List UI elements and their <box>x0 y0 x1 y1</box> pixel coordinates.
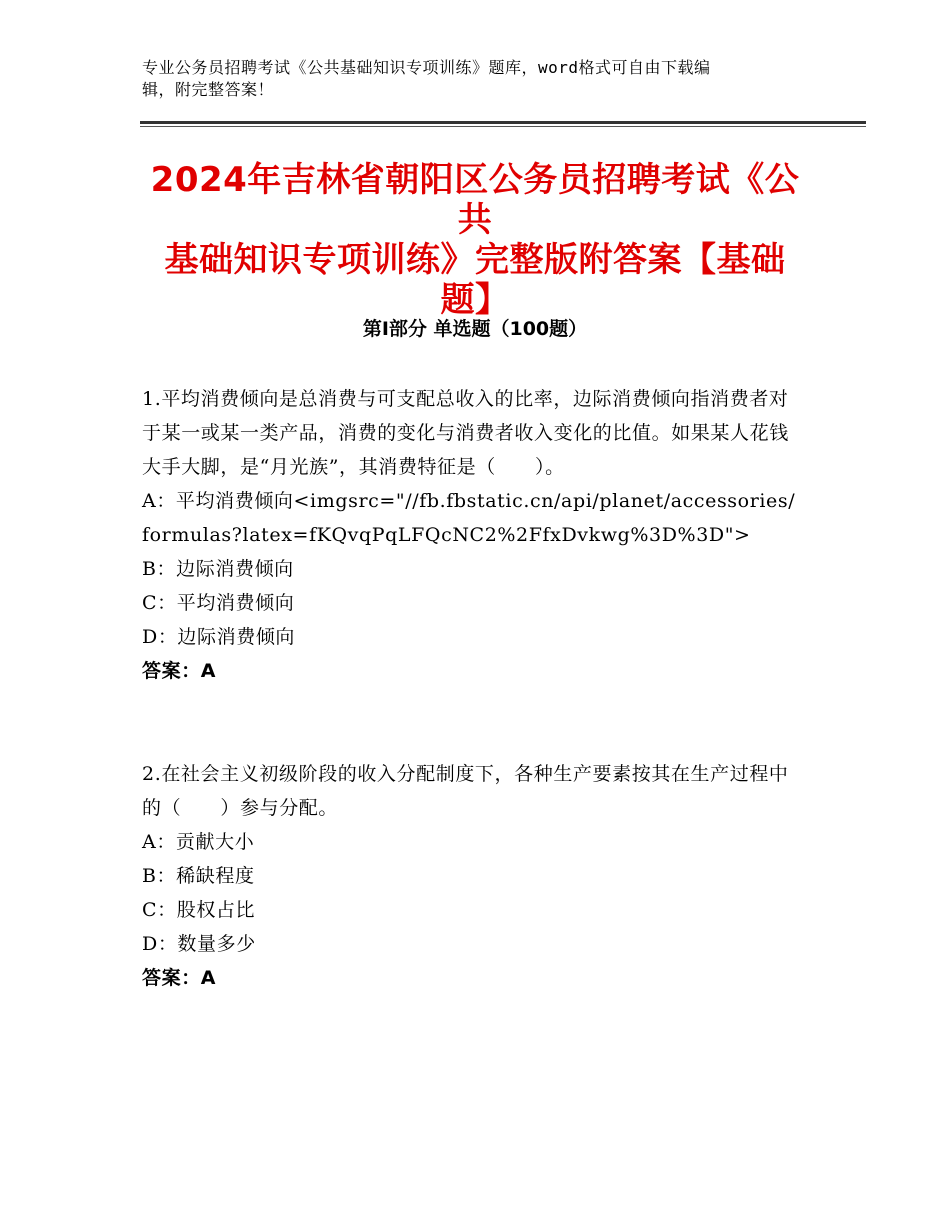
question-stem: 2.在社会主义初级阶段的收入分配制度下，各种生产要素按其在生产过程中的（ ）参与分配。 <box>142 763 789 819</box>
answer: 答案：A <box>142 660 217 682</box>
section-title: 第Ⅰ部分 单选题（100题） <box>362 318 588 340</box>
document-title-line-2: 基础知识专项训练》完整版附答案【基础 <box>164 240 786 280</box>
header-note <box>142 57 792 101</box>
document-title <box>140 160 810 320</box>
option-a: A：贡献大小 <box>142 831 255 853</box>
answer: 答案：A <box>142 967 217 989</box>
header-note-line-1: 专业公务员招聘考试《公共基础知识专项训练》题库，word格式可自由下载编 <box>142 58 711 77</box>
option-c: C：股权占比 <box>142 899 256 921</box>
option-a: A：平均消费倾向<imgsrc="//fb.fbstatic.cn/api/planet/accessories/formulas?latex=fKQvqPqLFQcNC2%2FfxDvkwg%3D%3D"> <box>142 490 796 546</box>
header-divider-thick <box>140 121 866 124</box>
document-title-line-1: 2024年吉林省朝阳区公务员招聘考试《公共 <box>150 160 800 240</box>
option-c: C：平均消费倾向 <box>142 592 295 614</box>
question-stem: 1.平均消费倾向是总消费与可支配总收入的比率，边际消费倾向指消费者对于某一或某一类产品，消费的变化与消费者收入变化的比值。如果某人花钱大手大脚，是“月光族”，其消费特征是（ ）。 <box>142 388 789 478</box>
option-d: D：数量多少 <box>142 933 256 955</box>
option-d: D：边际消费倾向 <box>142 626 296 648</box>
header-divider-thin <box>140 126 866 127</box>
document-title-line-3: 题】 <box>440 280 510 320</box>
option-b: B：边际消费倾向 <box>142 558 294 580</box>
option-b: B：稀缺程度 <box>142 865 255 887</box>
question-1 <box>142 382 802 688</box>
header-note-line-2: 辑，附完整答案！ <box>142 80 275 99</box>
question-2 <box>142 757 802 995</box>
